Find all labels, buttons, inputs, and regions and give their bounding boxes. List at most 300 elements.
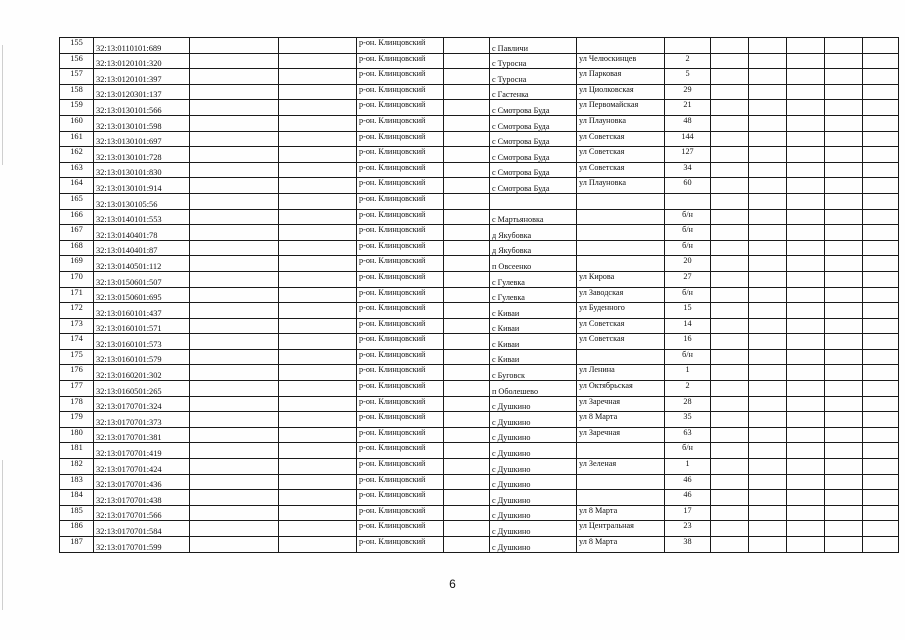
street-cell: [577, 240, 665, 256]
house-number-cell: 48: [665, 115, 711, 131]
empty-cell: [787, 396, 825, 412]
street-cell: ул Центральная: [577, 521, 665, 537]
district-cell: р-он. Клинцовский: [357, 84, 444, 100]
empty-cell: [190, 474, 279, 490]
table-row: [60, 490, 899, 506]
empty-cell: [825, 287, 863, 303]
empty-cell: [787, 209, 825, 225]
empty-cell: [711, 365, 749, 381]
empty-cell: [863, 537, 899, 553]
empty-cell: [863, 443, 899, 459]
empty-cell: [190, 38, 279, 54]
cadastral-number: 32:13:0170701:324: [94, 396, 190, 412]
empty-cell: [279, 521, 357, 537]
table-row: [60, 396, 899, 412]
empty-cell: [444, 427, 490, 443]
table-row: [60, 162, 899, 178]
street-cell: ул Первомайская: [577, 100, 665, 116]
empty-cell: [190, 303, 279, 319]
empty-cell: [279, 115, 357, 131]
house-number-cell: 144: [665, 131, 711, 147]
empty-cell: [749, 100, 787, 116]
house-number-cell: б/н: [665, 240, 711, 256]
empty-cell: [825, 318, 863, 334]
scan-edge-mark: [2, 45, 3, 165]
empty-cell: [787, 318, 825, 334]
district-cell: р-он. Клинцовский: [357, 240, 444, 256]
house-number-cell: 63: [665, 427, 711, 443]
house-number-cell: 21: [665, 100, 711, 116]
empty-cell: [279, 147, 357, 163]
empty-cell: [787, 474, 825, 490]
locality-cell: с Смотрова Буда: [490, 131, 577, 147]
cadastral-number: 32:13:0170701:566: [94, 505, 190, 521]
empty-cell: [749, 256, 787, 272]
empty-cell: [711, 193, 749, 209]
empty-cell: [190, 537, 279, 553]
empty-cell: [787, 287, 825, 303]
empty-cell: [190, 412, 279, 428]
empty-cell: [190, 381, 279, 397]
empty-cell: [825, 84, 863, 100]
cadastral-number: 32:13:0160201:302: [94, 365, 190, 381]
empty-cell: [863, 131, 899, 147]
empty-cell: [279, 271, 357, 287]
empty-cell: [279, 209, 357, 225]
empty-cell: [787, 38, 825, 54]
street-cell: ул Парковая: [577, 69, 665, 85]
cadastral-number: 32:13:0160101:573: [94, 334, 190, 350]
house-number-cell: 27: [665, 271, 711, 287]
empty-cell: [863, 490, 899, 506]
empty-cell: [863, 427, 899, 443]
empty-cell: [444, 84, 490, 100]
row-number: 173: [60, 318, 94, 334]
empty-cell: [787, 178, 825, 194]
empty-cell: [749, 303, 787, 319]
row-number: 182: [60, 459, 94, 475]
row-number: 176: [60, 365, 94, 381]
empty-cell: [787, 100, 825, 116]
district-cell: р-он. Клинцовский: [357, 69, 444, 85]
empty-cell: [863, 334, 899, 350]
empty-cell: [787, 521, 825, 537]
empty-cell: [711, 271, 749, 287]
empty-cell: [749, 287, 787, 303]
house-number-cell: 2: [665, 381, 711, 397]
empty-cell: [711, 318, 749, 334]
cadastral-number: 32:13:0170701:424: [94, 459, 190, 475]
house-number-cell: 1: [665, 459, 711, 475]
row-number: 170: [60, 271, 94, 287]
empty-cell: [787, 381, 825, 397]
table-row: [60, 209, 899, 225]
empty-cell: [190, 287, 279, 303]
empty-cell: [825, 209, 863, 225]
empty-cell: [825, 256, 863, 272]
row-number: 161: [60, 131, 94, 147]
locality-cell: п Оболешево: [490, 381, 577, 397]
empty-cell: [749, 38, 787, 54]
cadastral-number: 32:13:0170701:436: [94, 474, 190, 490]
empty-cell: [190, 84, 279, 100]
empty-cell: [749, 521, 787, 537]
empty-cell: [444, 178, 490, 194]
house-number-cell: 34: [665, 162, 711, 178]
empty-cell: [444, 256, 490, 272]
empty-cell: [711, 100, 749, 116]
empty-cell: [863, 256, 899, 272]
empty-cell: [787, 53, 825, 69]
house-number-cell: б/н: [665, 287, 711, 303]
house-number-cell: 5: [665, 69, 711, 85]
district-cell: р-он. Клинцовский: [357, 131, 444, 147]
district-cell: р-он. Клинцовский: [357, 115, 444, 131]
empty-cell: [444, 240, 490, 256]
house-number-cell: 15: [665, 303, 711, 319]
row-number: 157: [60, 69, 94, 85]
locality-cell: с Киваи: [490, 349, 577, 365]
cadastral-number: 32:13:0150601:695: [94, 287, 190, 303]
empty-cell: [863, 412, 899, 428]
district-cell: р-он. Клинцовский: [357, 365, 444, 381]
table-row: [60, 334, 899, 350]
table-row: [60, 115, 899, 131]
house-number-cell: 35: [665, 412, 711, 428]
house-number-cell: 29: [665, 84, 711, 100]
empty-cell: [190, 505, 279, 521]
house-number-cell: б/н: [665, 349, 711, 365]
empty-cell: [711, 412, 749, 428]
empty-cell: [787, 412, 825, 428]
row-number: 185: [60, 505, 94, 521]
empty-cell: [711, 334, 749, 350]
row-number: 179: [60, 412, 94, 428]
empty-cell: [825, 412, 863, 428]
empty-cell: [444, 100, 490, 116]
house-number-cell: 127: [665, 147, 711, 163]
empty-cell: [749, 178, 787, 194]
district-cell: р-он. Клинцовский: [357, 162, 444, 178]
district-cell: р-он. Клинцовский: [357, 318, 444, 334]
empty-cell: [279, 365, 357, 381]
empty-cell: [863, 381, 899, 397]
empty-cell: [787, 147, 825, 163]
empty-cell: [444, 193, 490, 209]
street-cell: ул Циолковская: [577, 84, 665, 100]
empty-cell: [787, 225, 825, 241]
empty-cell: [279, 427, 357, 443]
empty-cell: [711, 225, 749, 241]
locality-cell: д Якубовка: [490, 225, 577, 241]
locality-cell: с Душкино: [490, 396, 577, 412]
empty-cell: [863, 365, 899, 381]
empty-cell: [711, 474, 749, 490]
cadastral-number: 32:13:0130101:830: [94, 162, 190, 178]
district-cell: р-он. Клинцовский: [357, 381, 444, 397]
locality-cell: с Душкино: [490, 505, 577, 521]
empty-cell: [749, 537, 787, 553]
table-row: [60, 505, 899, 521]
cadastral-number: 32:13:0170701:373: [94, 412, 190, 428]
empty-cell: [749, 84, 787, 100]
empty-cell: [825, 69, 863, 85]
empty-cell: [749, 412, 787, 428]
house-number-cell: 46: [665, 474, 711, 490]
locality-cell: [490, 193, 577, 209]
table-row: [60, 537, 899, 553]
empty-cell: [863, 162, 899, 178]
cadastral-number: 32:13:0120101:397: [94, 69, 190, 85]
empty-cell: [279, 349, 357, 365]
row-number: 175: [60, 349, 94, 365]
empty-cell: [279, 381, 357, 397]
cadastral-number: 32:13:0170701:438: [94, 490, 190, 506]
empty-cell: [749, 459, 787, 475]
empty-cell: [863, 271, 899, 287]
district-cell: р-он. Клинцовский: [357, 474, 444, 490]
table-row: [60, 69, 899, 85]
district-cell: р-он. Клинцовский: [357, 396, 444, 412]
empty-cell: [444, 396, 490, 412]
empty-cell: [749, 318, 787, 334]
house-number-cell: 20: [665, 256, 711, 272]
table-row: [60, 412, 899, 428]
street-cell: [577, 256, 665, 272]
empty-cell: [279, 303, 357, 319]
empty-cell: [444, 131, 490, 147]
district-cell: р-он. Клинцовский: [357, 147, 444, 163]
empty-cell: [749, 349, 787, 365]
empty-cell: [711, 349, 749, 365]
cadastral-number: 32:13:0130101:566: [94, 100, 190, 116]
street-cell: ул 8 Марта: [577, 505, 665, 521]
empty-cell: [444, 209, 490, 225]
row-number: 181: [60, 443, 94, 459]
empty-cell: [444, 318, 490, 334]
empty-cell: [787, 271, 825, 287]
table-row: [60, 256, 899, 272]
empty-cell: [825, 334, 863, 350]
house-number-cell: 28: [665, 396, 711, 412]
street-cell: ул Зеленая: [577, 459, 665, 475]
empty-cell: [190, 334, 279, 350]
cadastral-number: 32:13:0140401:78: [94, 225, 190, 241]
empty-cell: [787, 69, 825, 85]
empty-cell: [825, 178, 863, 194]
empty-cell: [787, 427, 825, 443]
street-cell: ул Октябрьская: [577, 381, 665, 397]
empty-cell: [711, 84, 749, 100]
empty-cell: [749, 334, 787, 350]
row-number: 183: [60, 474, 94, 490]
empty-cell: [711, 427, 749, 443]
empty-cell: [711, 459, 749, 475]
empty-cell: [863, 505, 899, 521]
house-number-cell: 17: [665, 505, 711, 521]
empty-cell: [749, 147, 787, 163]
empty-cell: [190, 193, 279, 209]
empty-cell: [749, 381, 787, 397]
empty-cell: [279, 318, 357, 334]
empty-cell: [444, 521, 490, 537]
empty-cell: [190, 53, 279, 69]
cadastral-number: 32:13:0130105:56: [94, 193, 190, 209]
district-cell: р-он. Клинцовский: [357, 287, 444, 303]
empty-cell: [863, 115, 899, 131]
street-cell: ул Буденного: [577, 303, 665, 319]
locality-cell: с Смотрова Буда: [490, 147, 577, 163]
street-cell: [577, 209, 665, 225]
table-row: [60, 521, 899, 537]
empty-cell: [444, 474, 490, 490]
table-row: [60, 427, 899, 443]
cadastral-number: 32:13:0170701:599: [94, 537, 190, 553]
empty-cell: [863, 225, 899, 241]
locality-cell: с Душкино: [490, 412, 577, 428]
house-number-cell: б/н: [665, 443, 711, 459]
house-number-cell: 2: [665, 53, 711, 69]
empty-cell: [825, 349, 863, 365]
row-number: 159: [60, 100, 94, 116]
row-number: 186: [60, 521, 94, 537]
cadastral-number: 32:13:0160501:265: [94, 381, 190, 397]
empty-cell: [825, 443, 863, 459]
property-table: [59, 37, 899, 553]
house-number-cell: 16: [665, 334, 711, 350]
locality-cell: с Киваи: [490, 303, 577, 319]
empty-cell: [787, 193, 825, 209]
empty-cell: [711, 69, 749, 85]
locality-cell: с Смотрова Буда: [490, 115, 577, 131]
row-number: 168: [60, 240, 94, 256]
empty-cell: [711, 287, 749, 303]
locality-cell: с Гулевка: [490, 287, 577, 303]
street-cell: [577, 443, 665, 459]
row-number: 162: [60, 147, 94, 163]
table-row: [60, 53, 899, 69]
street-cell: [577, 225, 665, 241]
locality-cell: с Буговск: [490, 365, 577, 381]
locality-cell: п Овсеенко: [490, 256, 577, 272]
empty-cell: [863, 84, 899, 100]
empty-cell: [787, 256, 825, 272]
empty-cell: [279, 131, 357, 147]
empty-cell: [825, 365, 863, 381]
table-row: [60, 381, 899, 397]
locality-cell: с Душкино: [490, 443, 577, 459]
district-cell: р-он. Клинцовский: [357, 100, 444, 116]
empty-cell: [190, 521, 279, 537]
empty-cell: [711, 38, 749, 54]
empty-cell: [444, 505, 490, 521]
street-cell: ул Ленина: [577, 365, 665, 381]
district-cell: р-он. Клинцовский: [357, 225, 444, 241]
empty-cell: [787, 459, 825, 475]
empty-cell: [863, 396, 899, 412]
street-cell: ул Заречная: [577, 396, 665, 412]
cadastral-number: 32:13:0130101:697: [94, 131, 190, 147]
row-number: 156: [60, 53, 94, 69]
cadastral-number: 32:13:0170701:419: [94, 443, 190, 459]
empty-cell: [825, 53, 863, 69]
empty-cell: [825, 474, 863, 490]
empty-cell: [444, 365, 490, 381]
empty-cell: [825, 147, 863, 163]
table-row: [60, 349, 899, 365]
house-number-cell: 14: [665, 318, 711, 334]
street-cell: [577, 38, 665, 54]
table-row: [60, 287, 899, 303]
empty-cell: [711, 53, 749, 69]
cadastral-number: 32:13:0160101:579: [94, 349, 190, 365]
cadastral-number: 32:13:0120101:320: [94, 53, 190, 69]
empty-cell: [279, 38, 357, 54]
row-number: 180: [60, 427, 94, 443]
empty-cell: [444, 162, 490, 178]
table-row: [60, 443, 899, 459]
empty-cell: [711, 521, 749, 537]
empty-cell: [711, 131, 749, 147]
empty-cell: [444, 381, 490, 397]
empty-cell: [787, 443, 825, 459]
empty-cell: [711, 256, 749, 272]
row-number: 174: [60, 334, 94, 350]
empty-cell: [825, 115, 863, 131]
empty-cell: [190, 131, 279, 147]
empty-cell: [825, 240, 863, 256]
empty-cell: [279, 505, 357, 521]
empty-cell: [825, 427, 863, 443]
empty-cell: [863, 53, 899, 69]
empty-cell: [749, 365, 787, 381]
empty-cell: [863, 69, 899, 85]
table-row: [60, 318, 899, 334]
empty-cell: [444, 147, 490, 163]
empty-cell: [279, 474, 357, 490]
street-cell: ул 8 Марта: [577, 537, 665, 553]
empty-cell: [825, 271, 863, 287]
row-number: 165: [60, 193, 94, 209]
empty-cell: [863, 147, 899, 163]
empty-cell: [711, 240, 749, 256]
empty-cell: [863, 303, 899, 319]
empty-cell: [749, 53, 787, 69]
empty-cell: [863, 459, 899, 475]
empty-cell: [711, 396, 749, 412]
cadastral-number: 32:13:0170701:584: [94, 521, 190, 537]
cadastral-number: 32:13:0170701:381: [94, 427, 190, 443]
district-cell: р-он. Клинцовский: [357, 521, 444, 537]
empty-cell: [190, 178, 279, 194]
locality-cell: с Душкино: [490, 459, 577, 475]
house-number-cell: [665, 38, 711, 54]
street-cell: ул Заречная: [577, 427, 665, 443]
cadastral-number: 32:13:0150601:507: [94, 271, 190, 287]
empty-cell: [825, 505, 863, 521]
empty-cell: [190, 100, 279, 116]
table-row: [60, 38, 899, 54]
empty-cell: [279, 53, 357, 69]
cadastral-number: 32:13:0140101:553: [94, 209, 190, 225]
empty-cell: [711, 178, 749, 194]
empty-cell: [190, 490, 279, 506]
empty-cell: [825, 381, 863, 397]
empty-cell: [190, 209, 279, 225]
table-row: [60, 147, 899, 163]
cadastral-number: 32:13:0140401:87: [94, 240, 190, 256]
empty-cell: [749, 209, 787, 225]
